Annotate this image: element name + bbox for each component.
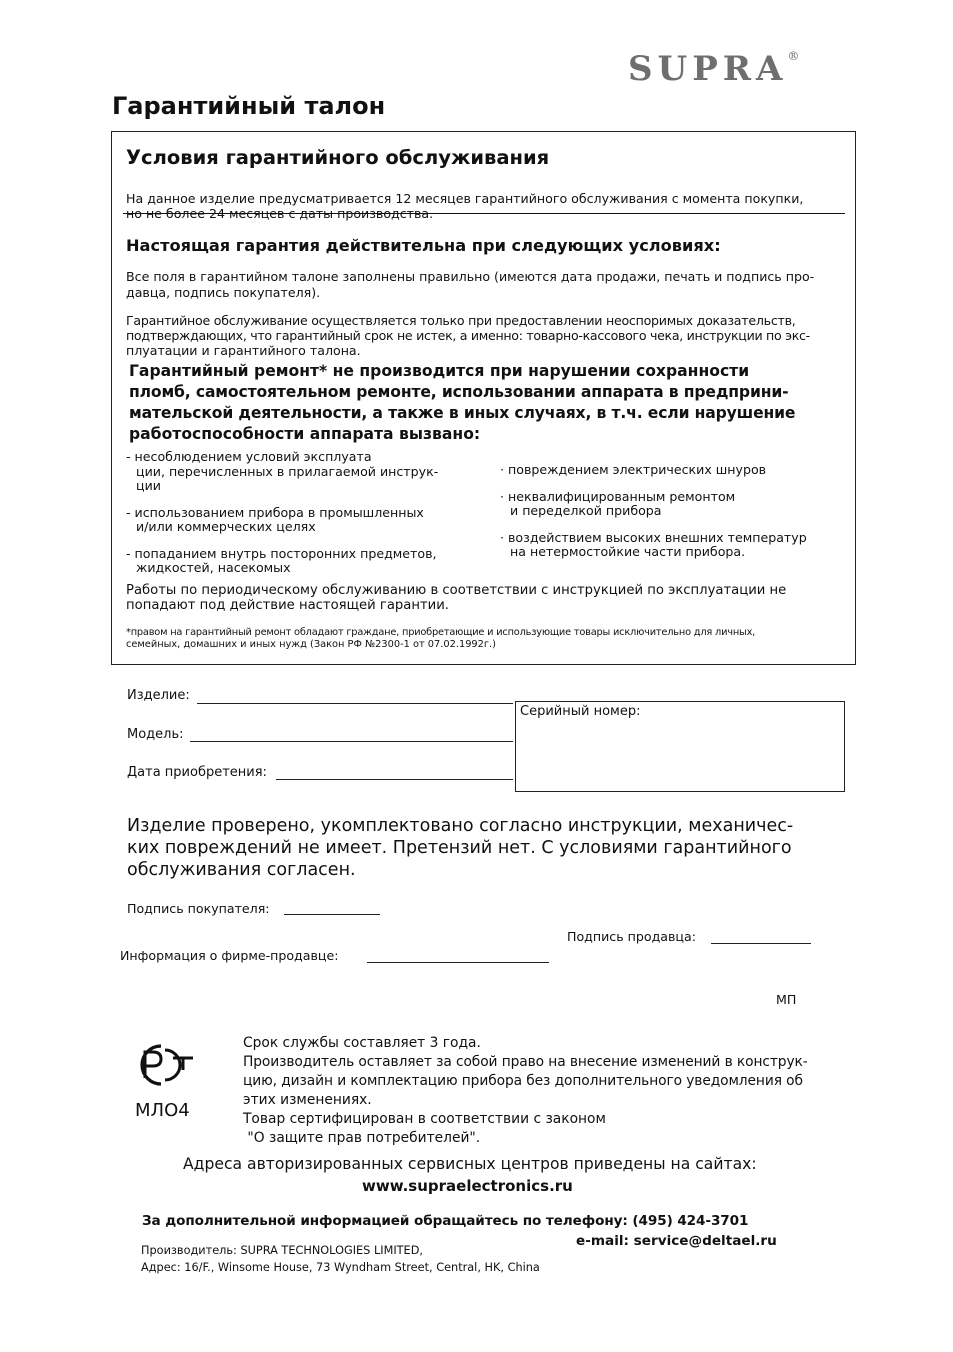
product-field-line[interactable] [197,703,513,704]
buyer-signature-label: Подпись покупателя: [127,901,270,916]
period-line-2: но не более 24 месяцев с даты производства. [126,206,434,221]
brand-name: SUPRA [628,49,788,89]
left-item-2-line-2: и/или коммерческих целях [136,519,316,534]
purchase-date-label: Дата приобретения: [127,765,267,780]
cert-line-5: Товар сертифицирован в соответствии с законом [243,1111,606,1127]
maintenance-line-2: попадают под действие настоящей гарантии. [126,598,449,613]
product-label: Изделие: [127,688,190,703]
p2-line-2: подтверждающих, что гарантийный срок не истек, а именно: товарно-кассового чека, инструкции по экс- [126,328,810,343]
bold-line-3: мательской деятельности, а также в иных случаях, в т.ч. если нарушение [129,404,796,422]
cert-line-2: Производитель оставляет за собой право на внесение изменений в конструк- [243,1054,808,1070]
strike-rule [123,213,845,214]
p2-line-3: плуатации и гарантийного талона. [126,343,361,358]
model-label: Модель: [127,727,184,742]
right-item-3-line-1: · воздействием высоких внешних температур [500,530,807,545]
left-item-3-line-2: жидкостей, насекомых [136,560,291,575]
valid-heading: Настоящая гарантия действительна при следующих условиях: [126,236,721,255]
certification-code: МЛО4 [135,1100,190,1121]
cert-line-6: "О защите прав потребителей". [243,1130,481,1146]
check-line-1: Изделие проверено, укомплектовано согласно инструкции, механичес- [127,816,794,836]
model-field-line[interactable] [190,741,513,742]
p1-line-2: давца, подпись покупателя). [126,285,321,300]
bold-line-1: Гарантийный ремонт* не производится при нарушении сохранности [129,362,750,380]
service-addresses: Адреса авторизированных сервисных центров приведены на сайтах: [183,1155,757,1173]
seller-signature-label: Подпись продавца: [567,929,696,944]
p1-line-1: Все поля в гарантийном талоне заполнены правильно (имеются дата продажи, печать и подпись про- [126,269,815,284]
left-item-3-line-1: - попаданием внутрь посторонних предметов, [126,546,437,561]
right-item-2-line-2: и переделкой прибора [510,503,662,518]
seller-info-line[interactable] [367,962,549,963]
service-life: Срок службы составляет 3 года. [243,1035,481,1051]
brand-logo [628,49,800,89]
contact-phone: За дополнительной информацией обращайтесь по телефону: (495) 424-3701 [142,1213,749,1229]
pct-certification-icon [131,1040,203,1090]
footnote-line-2: семейных, домашних и иных нужд (Закон РФ №2300-1 от 07.02.1992г.) [126,639,496,650]
period-line-1: На данное изделие предусматривается 12 месяцев гарантийного обслуживания с момента покупки, [126,191,804,206]
contact-email-link[interactable]: e-mail: service@deltael.ru [576,1233,777,1249]
seller-info-label: Информация о фирме-продавце: [120,948,339,963]
right-item-2-line-1: · неквалифицированным ремонтом [500,489,736,504]
cert-line-3: цию, дизайн и комплектацию прибора без дополнительного уведомления об [243,1073,803,1089]
serial-number-label: Серийный номер: [520,704,641,719]
right-item-1: · повреждением электрических шнуров [500,462,767,477]
manufacturer-name: Производитель: SUPRA TECHNOLOGIES LIMITED, [141,1244,423,1257]
page-title: Гарантийный талон [112,92,386,120]
left-item-1-line-2: ции, перечисленных в прилагаемой инструк- [136,464,439,479]
bold-line-4: работоспособности аппарата вызвано: [129,425,481,443]
cert-line-4: этих изменениях. [243,1092,372,1108]
bold-line-2: пломб, самостоятельном ремонте, использовании аппарата в предприни- [129,383,789,401]
p2-line-1: Гарантийное обслуживание осуществляется только при предоставлении неоспоримых доказательств, [126,313,796,328]
registered-mark: ® [787,49,800,63]
maintenance-line-1: Работы по периодическому обслуживанию в соответствии с инструкцией по эксплуатации не [126,583,787,598]
footnote-line-1: *правом на гарантийный ремонт обладают граждане, приобретающие и использующие товары исключительно для личных, [126,627,756,638]
conditions-heading: Условия гарантийного обслуживания [126,146,550,169]
left-item-1-line-1: - несоблюдением условий эксплуата [126,449,372,464]
manufacturer-address: Адрес: 16/F., Winsome House, 73 Wyndham Street, Central, HK, China [141,1261,540,1274]
purchase-date-field-line[interactable] [276,779,513,780]
stamp-label: МП [776,992,797,1007]
service-website-link[interactable]: www.supraelectronics.ru [362,1177,573,1195]
check-line-3: обслуживания согласен. [127,860,356,880]
right-item-3-line-2: на нетермостойкие части прибора. [510,544,746,559]
check-line-2: ких повреждений не имеет. Претензий нет. С условиями гарантийного [127,838,792,858]
buyer-signature-line[interactable] [284,914,380,915]
left-item-2-line-1: - использованием прибора в промышленных [126,505,424,520]
seller-signature-line[interactable] [711,943,811,944]
left-item-1-line-3: ции [136,478,161,493]
